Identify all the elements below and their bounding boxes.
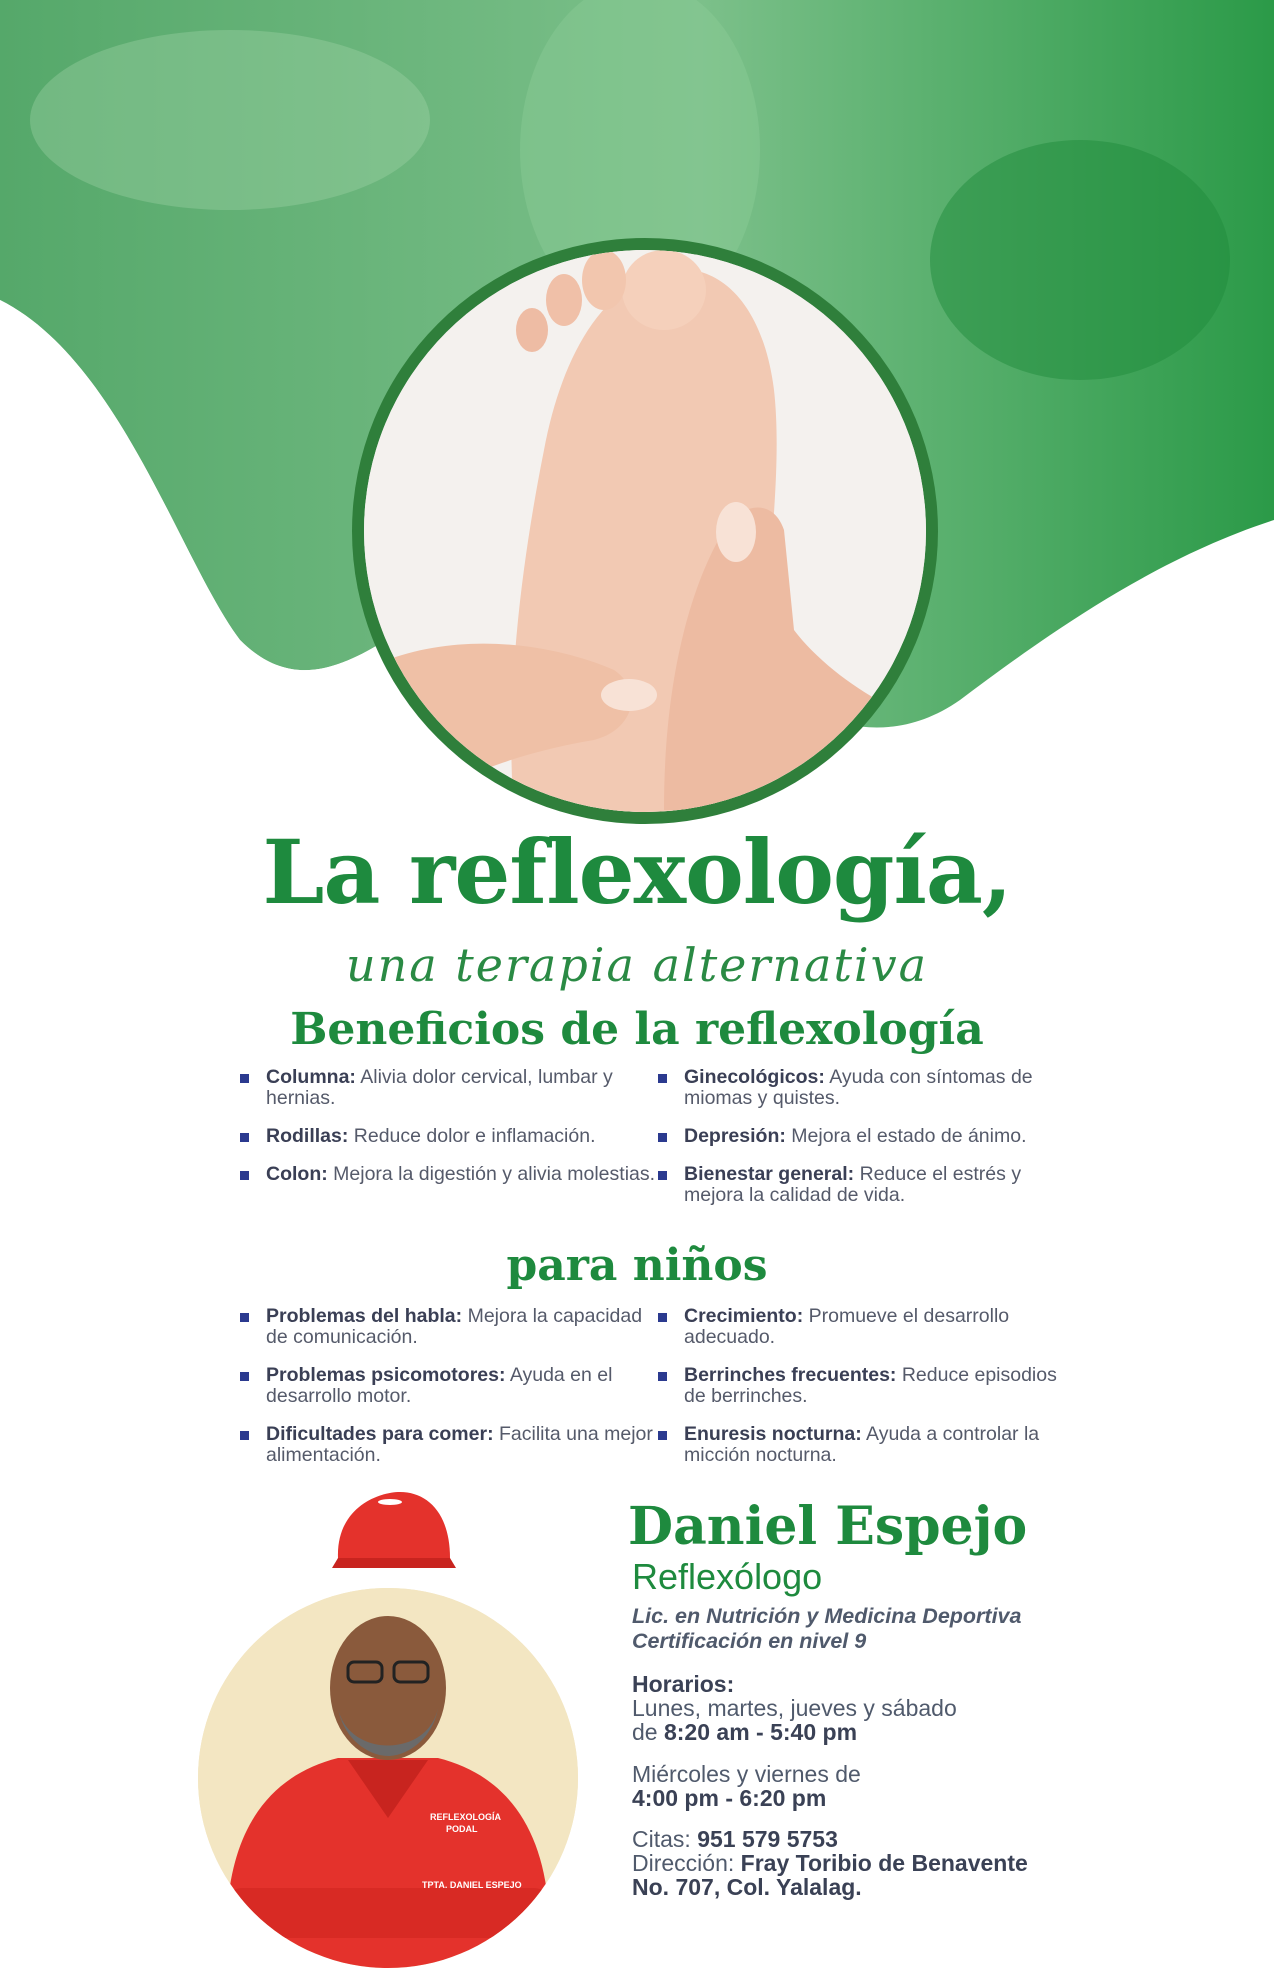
shirt-text-3: TPTA. DANIEL ESPEJO <box>422 1880 522 1890</box>
kids-list-right <box>658 1306 1078 1483</box>
foot-massage-photo-frame <box>352 238 938 824</box>
schedule-weekdays: Horarios: Lunes, martes, jueves y sábado de 8:20 am - 5:40 pm <box>632 1671 957 1745</box>
contact-info: Citas: 951 579 5753 Dirección: Fray Toribio de Benavente No. 707, Col. Yalalag. <box>632 1826 1028 1900</box>
list-item: Colon: Mejora la digestión y alivia molestias. <box>240 1164 660 1185</box>
list-item: Problemas psicomotores: Ayuda en el desarrollo motor. <box>240 1365 660 1407</box>
list-item: Depresión: Mejora el estado de ánimo. <box>658 1126 1078 1147</box>
schedule-midweek: Miércoles y viernes de 4:00 pm - 6:20 pm <box>632 1761 861 1811</box>
list-item: Enuresis nocturna: Ayuda a controlar la micción nocturna. <box>658 1424 1078 1466</box>
portrait-photo <box>198 1588 578 1968</box>
kids-heading: para niños <box>506 1240 768 1291</box>
list-item: Berrinches frecuentes: Reduce episodios de berrinches. <box>658 1365 1078 1407</box>
kids-list-left <box>240 1306 660 1483</box>
subtitle: una terapia alternativa <box>345 938 929 992</box>
benefits-list-right <box>658 1067 1078 1223</box>
list-item: Ginecológicos: Ayuda con síntomas de miomas y quistes. <box>658 1067 1078 1109</box>
credentials: Lic. en Nutrición y Medicina Deportiva Certificación en nivel 9 <box>632 1604 1022 1653</box>
list-item: Dificultades para comer: Facilita una mejor alimentación. <box>240 1424 660 1466</box>
therapist-role: Reflexólogo <box>632 1556 823 1597</box>
therapist-name: Daniel Espejo <box>628 1496 1028 1557</box>
shirt-text-2: PODAL <box>446 1824 478 1834</box>
benefits-list-left <box>240 1067 660 1202</box>
list-item: Rodillas: Reduce dolor e inflamación. <box>240 1126 660 1147</box>
benefits-heading: Beneficios de la reflexología <box>290 1004 984 1055</box>
cap-graphic <box>318 1488 468 1578</box>
list-item: Problemas del habla: Mejora la capacidad de comunicación. <box>240 1306 660 1348</box>
list-item: Crecimiento: Promueve el desarrollo adecuado. <box>658 1306 1078 1348</box>
phone-number[interactable]: 951 579 5753 <box>697 1826 838 1852</box>
foot-massage-photo <box>364 250 926 812</box>
list-item: Bienestar general: Reduce el estrés y mejora la calidad de vida. <box>658 1164 1078 1206</box>
main-title: La reflexología, <box>262 820 1012 924</box>
shirt-text-1: REFLEXOLOGÍA <box>430 1812 502 1822</box>
list-item: Columna: Alivia dolor cervical, lumbar y hernias. <box>240 1067 660 1109</box>
